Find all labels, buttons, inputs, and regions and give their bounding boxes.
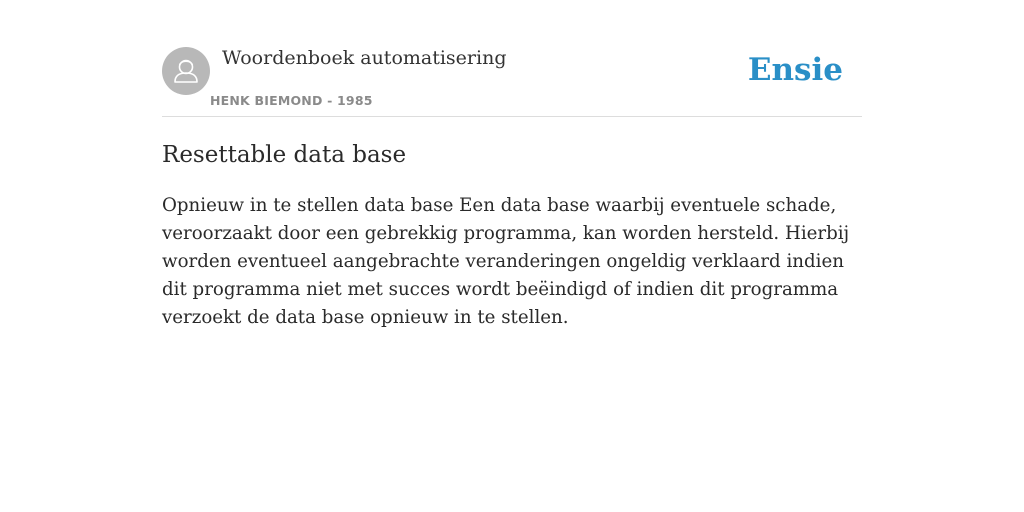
page-container [162,0,862,328]
user-placeholder-icon [162,47,210,95]
author-separator: - [322,93,338,108]
avatar[interactable] [162,47,210,95]
book-title[interactable]: Woordenboek automatisering [222,47,507,69]
author-line [210,93,373,109]
entry-body: Opnieuw in te stellen data base Een data base waarbij eventuele schade, veroorzaakt door een gebrekkig programma, kan worden hersteld. Hierbij worden eventueel aangebrachte veranderingen ongeldig verklaard indien dit programma niet met succes wordt beëindigd of indien dit programma verzoekt de data base opnieuw in te stellen. [162,195,850,328]
entry-header [162,0,862,117]
entry-title: Resettable data base [162,142,407,168]
author-name[interactable]: HENK BIEMOND [210,93,323,108]
publication-year: 1985 [337,93,373,108]
brand-logo[interactable]: Ensie [747,52,843,88]
